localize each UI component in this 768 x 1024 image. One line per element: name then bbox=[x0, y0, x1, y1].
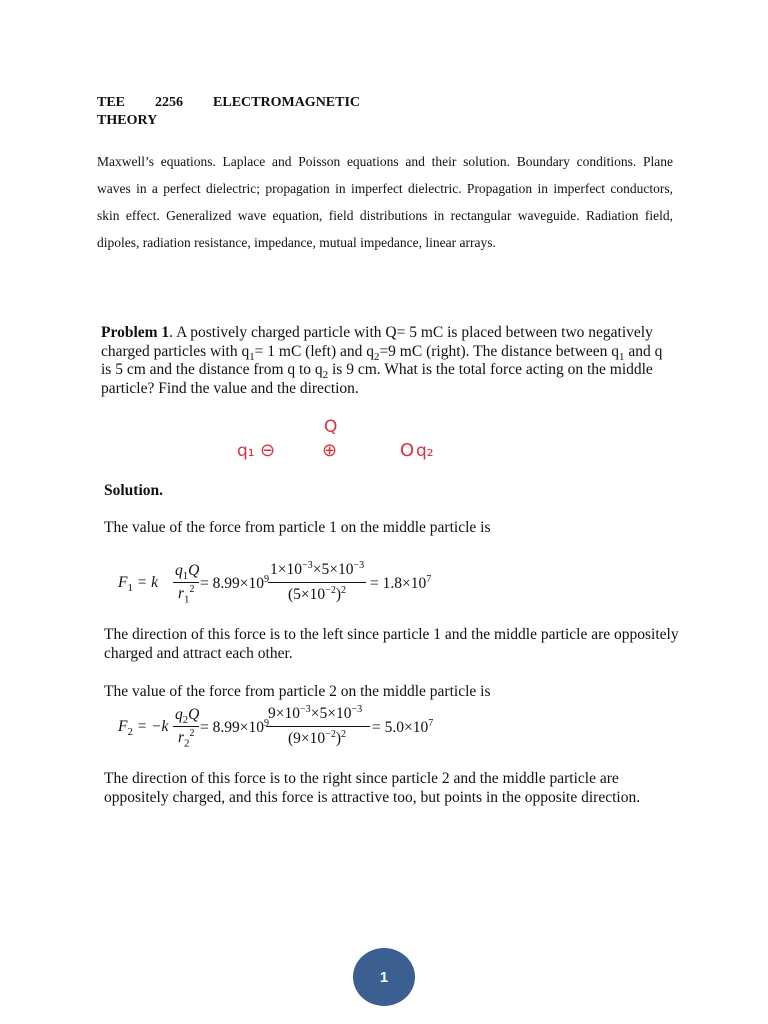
problem-sub-4: 2 bbox=[322, 369, 329, 382]
eq1-lhs-sub: 1 bbox=[127, 582, 133, 595]
equation-f1 bbox=[118, 560, 538, 610]
eq2-den-r-sup: 2 bbox=[189, 728, 195, 739]
problem-label: Problem 1 bbox=[101, 324, 170, 341]
sketch-Q-label: Q bbox=[324, 417, 338, 437]
eq1-den-r-sup: 2 bbox=[189, 584, 195, 595]
eq1-result-exp: 7 bbox=[426, 574, 432, 585]
eq1-frac-num-b: ×5×10 bbox=[312, 561, 354, 579]
eq1-frac-den-close: ) bbox=[335, 586, 342, 604]
equation-f2 bbox=[118, 704, 538, 754]
eq1-num-q: q bbox=[175, 562, 183, 579]
eq1-den-r-sub: 1 bbox=[184, 593, 190, 606]
course-title-line1: TEE 2256 ELECTROMAGNETIC bbox=[97, 95, 361, 110]
problem-sub-2: 2 bbox=[374, 350, 380, 363]
f2-intro: The value of the force from particle 2 on the middle particle is bbox=[104, 683, 491, 700]
problem-text-a: . A postively charged particle with Q= 5 mC is placed between two negatively charged particles with q bbox=[101, 324, 653, 360]
sketch-q2-label: q₂ bbox=[416, 441, 434, 461]
eq2-frac-den-pow: 2 bbox=[341, 729, 347, 740]
eq1-frac-den: (5×10 bbox=[288, 586, 326, 604]
f2-direction: The direction of this force is to the right since particle 2 and the middle particle are oppositely charged, and this force is attractive too, but points in the opposite direction. bbox=[104, 770, 641, 806]
eq1-frac-num-a-exp: −3 bbox=[302, 560, 313, 571]
eq1-den-r: r bbox=[178, 585, 185, 603]
eq1-fracline-2 bbox=[268, 582, 366, 583]
problem-sub-1: 1 bbox=[249, 350, 255, 363]
eq2-frac-den-exp: −2 bbox=[325, 729, 336, 740]
eq2-fracline-1 bbox=[173, 726, 199, 727]
eq2-const: = 8.99×10 bbox=[200, 719, 264, 737]
problem-text-b: = 1 mC (left) and q bbox=[254, 342, 375, 360]
problem-text-c: =9 mC (right). The distance between q bbox=[379, 342, 620, 360]
f1-intro: The value of the force from particle 1 on the middle particle is bbox=[104, 519, 491, 536]
eq1-num-q-sub: 1 bbox=[182, 570, 189, 583]
problem-sub-3: 1 bbox=[619, 350, 625, 363]
eq2-num-q-sub: 2 bbox=[182, 714, 189, 727]
charge-sketch bbox=[225, 410, 465, 468]
eq1-eq-k: = k bbox=[136, 574, 158, 591]
eq2-frac-num-a: 9×10 bbox=[268, 705, 300, 723]
eq2-const-exp: 9 bbox=[263, 718, 270, 729]
page-number-badge bbox=[353, 948, 415, 1006]
eq1-const: = 8.99×10 bbox=[200, 575, 264, 593]
sketch-q1-sign: ⊖ bbox=[260, 440, 276, 461]
eq2-frac-den: (9×10 bbox=[288, 730, 326, 748]
page-number: 1 bbox=[379, 968, 389, 986]
sketch-q1-label: q₁ bbox=[237, 441, 255, 461]
eq1-result: = 1.8×10 bbox=[370, 575, 427, 593]
eq1-frac-num-b-exp: −3 bbox=[353, 560, 365, 571]
eq2-lhs-sub: 2 bbox=[127, 726, 133, 739]
eq2-frac-num-b-exp: −3 bbox=[351, 704, 363, 715]
problem-text-d: and q is 5 cm and the distance from q to q bbox=[101, 342, 663, 378]
eq2-eq-k: = −k bbox=[136, 718, 169, 735]
course-title bbox=[97, 94, 417, 130]
problem-statement bbox=[101, 324, 671, 398]
eq2-frac-den-close: ) bbox=[335, 730, 342, 748]
eq1-frac-den-pow: 2 bbox=[341, 585, 347, 596]
eq2-frac-num-b: ×5×10 bbox=[310, 705, 352, 723]
eq1-lhs: F bbox=[118, 574, 128, 591]
sketch-Q-sign: ⊕ bbox=[322, 440, 338, 461]
solution-heading: Solution. bbox=[104, 482, 164, 499]
sketch-q2-sign: O bbox=[400, 440, 415, 461]
eq2-num-Q: Q bbox=[188, 706, 200, 723]
eq2-result: = 5.0×10 bbox=[372, 719, 429, 737]
eq2-result-exp: 7 bbox=[428, 718, 434, 729]
eq2-den-r: r bbox=[178, 729, 185, 747]
eq1-const-exp: 9 bbox=[263, 574, 270, 585]
f1-direction: The direction of this force is to the left since particle 1 and the middle particle are oppositely charged and attract each other. bbox=[104, 626, 679, 662]
eq1-frac-num-a: 1×10 bbox=[270, 561, 302, 579]
eq2-lhs: F bbox=[118, 718, 128, 735]
eq2-fracline-2 bbox=[266, 726, 370, 727]
eq1-fracline-1 bbox=[173, 582, 199, 583]
eq2-frac-num-a-exp: −3 bbox=[300, 704, 311, 715]
eq1-frac-den-exp: −2 bbox=[325, 585, 336, 596]
course-title-line2: THEORY bbox=[97, 113, 158, 128]
course-description: Maxwell’s equations. Laplace and Poisson equations and their solution. Boundary conditions. Plane waves in a perfect dielectric; propagation in imperfect dielectric. Propagation in imperfect conductors, skin effect. Generalized wave equation, field distributions in rectangular waveguide. Radiation field, dipoles, radiation resistance, impedance, mutual impedance, linear arrays. bbox=[97, 154, 673, 250]
eq2-den-r-sub: 2 bbox=[184, 737, 190, 750]
problem-text-e: is 9 cm. What is the total force acting on the middle particle? Find the value and the direction. bbox=[101, 361, 653, 397]
eq1-num-Q: Q bbox=[188, 562, 200, 579]
eq2-num-q: q bbox=[175, 706, 183, 723]
